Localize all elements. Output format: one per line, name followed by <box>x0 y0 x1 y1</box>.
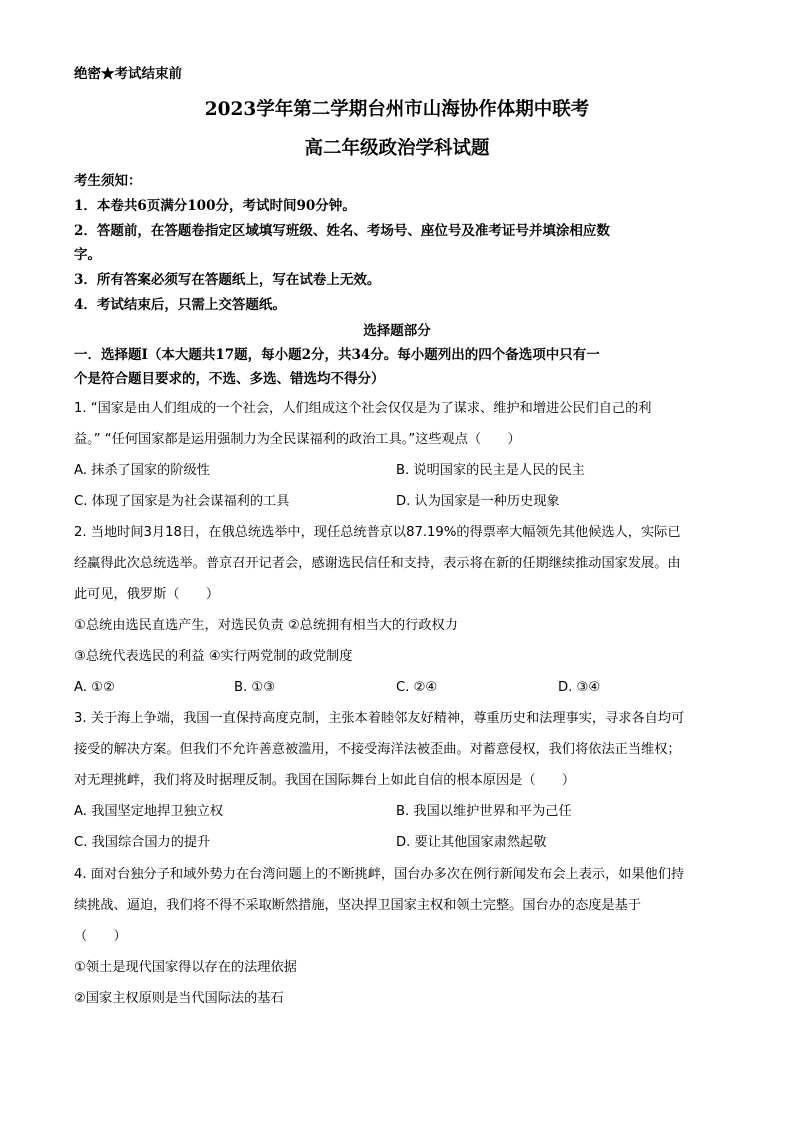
q1-option-b: B. 说明国家的民主是人民的民主 <box>396 463 585 478</box>
q2-option-c: C. ②④ <box>396 680 438 695</box>
q2-stem: 经赢得此次总统选举。普京召开记者会，感谢选民信任和支持，表示将在新的任期继续推动国家发展。由 <box>74 556 681 571</box>
instruction-item: 2．答题前，在答题卷指定区域填写班级、姓名、考场号、座位号及准考证号并填涂相应数 <box>74 223 610 239</box>
q1-stem: 益。” “任何国家都是运用强制力为全民谋福利的政治工具。”这些观点（ ） <box>74 432 521 447</box>
q2-statement: ①总统由选民直选产生，对选民负责 ②总统拥有相当大的行政权力 <box>74 618 458 633</box>
exam-title: 2023学年第二学期台州市山海协作体期中联考 <box>204 99 590 120</box>
q2-stem: 此可见，俄罗斯（ ） <box>74 587 220 602</box>
section-title: 选择题部分 <box>363 323 431 339</box>
section-intro: 一．选择题Ⅰ（本大题共17题，每小题2分，共34分。每小题列出的四个备选项中只有一 <box>74 347 600 363</box>
exam-subtitle: 高二年级政治学科试题 <box>304 138 490 159</box>
instruction-item: 1．本卷共6页满分100分，考试时间90分钟。 <box>74 198 356 214</box>
instruction-item: 字。 <box>74 247 101 263</box>
instruction-item: 3．所有答案必须写在答题纸上，写在试卷上无效。 <box>74 272 381 288</box>
q3-stem: 3. 关于海上争端，我国一直保持高度克制，主张本着睦邻友好精神，尊重历史和法理事实，寻求各自均可 <box>74 711 685 726</box>
q2-option-d: D. ③④ <box>558 680 601 695</box>
q4-stem: 4. 面对台独分子和域外势力在台湾问题上的不断挑衅，国台办多次在例行新闻发布会上表示，如果他们持 <box>74 867 685 882</box>
q1-option-a: A. 抹杀了国家的阶级性 <box>74 463 210 478</box>
section-intro: 个是符合题目要求的，不选、多选、错选均不得分） <box>74 371 385 387</box>
q4-statement: ①领土是现代国家得以存在的法理依据 <box>74 960 297 975</box>
instructions-heading: 考生须知： <box>74 173 142 189</box>
q3-option-b: B. 我国以维护世界和平为己任 <box>396 804 572 819</box>
q3-stem: 接受的解决方案。但我们不允许善意被滥用，不接受海洋法被歪曲。对蓄意侵权，我们将依法正当维权； <box>74 742 681 757</box>
q4-stem: 续挑战、逼迫，我们将不得不采取断然措施，坚决捍卫国家主权和领土完整。国台办的态度是基于 <box>74 898 642 913</box>
q3-option-c: C. 我国综合国力的提升 <box>74 835 211 850</box>
q4-stem: （ ） <box>74 929 127 944</box>
q2-stem: 2. 当地时间3月18日，在俄总统选举中，现任总统普京以87.19%的得票率大幅领先其他候选人，实际已 <box>74 525 681 540</box>
secret-mark: 绝密★考试结束前 <box>74 66 182 82</box>
instruction-item: 4．考试结束后，只需上交答题纸。 <box>74 297 286 313</box>
q4-statement: ②国家主权原则是当代国际法的基石 <box>74 991 284 1006</box>
q3-option-a: A. 我国坚定地捍卫独立权 <box>74 804 224 819</box>
q3-option-d: D. 要让其他国家肃然起敬 <box>396 835 547 850</box>
q3-stem: 对无理挑衅，我们将及时据理反制。我国在国际舞台上如此自信的根本原因是（ ） <box>74 773 576 788</box>
q1-option-d: D. 认为国家是一种历史现象 <box>396 494 560 509</box>
q1-option-c: C. 体现了国家是为社会谋福利的工具 <box>74 494 290 509</box>
q2-option-a: A. ①② <box>74 680 115 695</box>
q1-stem: 1. “国家是由人们组成的一个社会，人们组成这个社会仅仅是为了谋求、维护和增进公民们自己的利 <box>74 401 652 416</box>
q2-option-b: B. ①③ <box>234 680 276 695</box>
q2-statement: ③总统代表选民的利益 ④实行两党制的政党制度 <box>74 649 353 664</box>
